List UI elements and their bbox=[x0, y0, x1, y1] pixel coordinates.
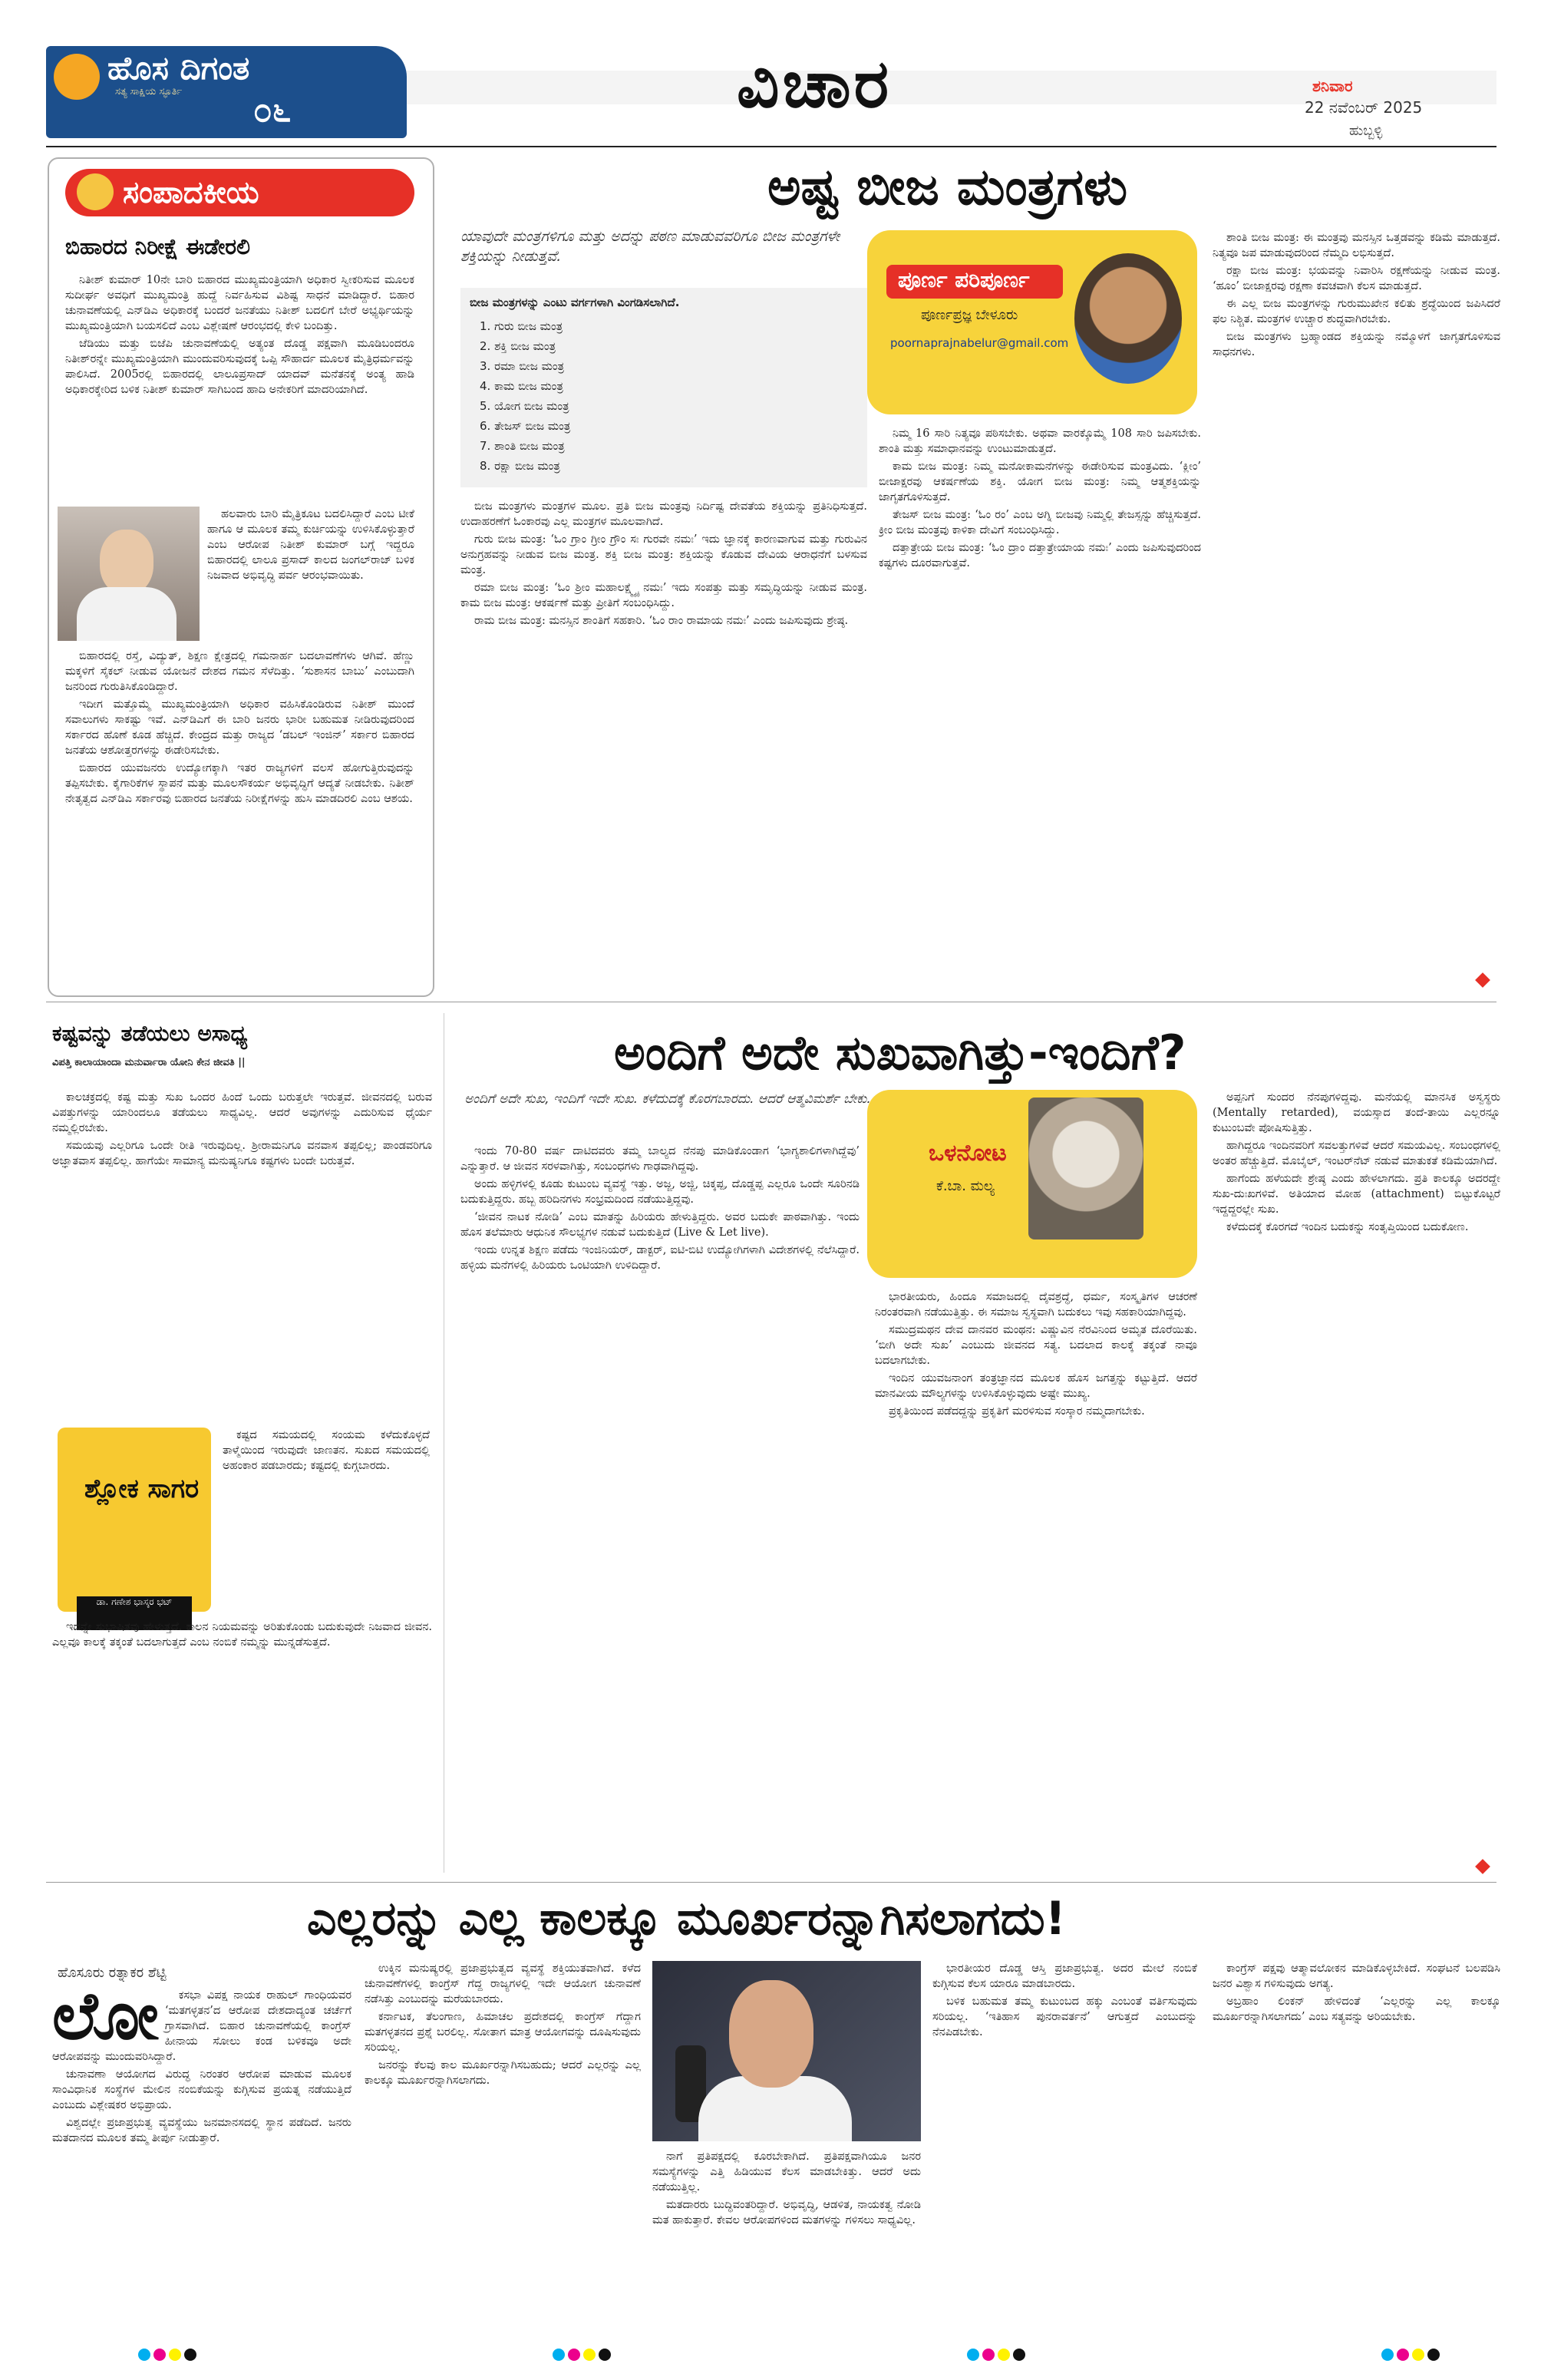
article3-col2 bbox=[365, 1961, 641, 2333]
sidebar-paragraph: ಇದನ್ನೇ ಸುಭಾಷಿತವು ಹೇಳುತ್ತದೆ. ಕಾಲನ ನಿಯಮವನ್ನು ಅರಿತುಕೊಂಡು ಬದುಕುವುದೇ ನಿಜವಾದ ಜೀವನ. ಎಲ್ಲವೂ ಕಾಲಕ್ಕೆ ತಕ್ಕಂತೆ ಬದಲಾಗುತ್ತದೆ ಎಂಬ ನಂಬಿಕೆ ನಮ್ಮನ್ನು ಮುನ್ನಡೆಸುತ್ತದೆ. bbox=[52, 1621, 432, 1649]
masthead-rule bbox=[46, 146, 1496, 147]
editorial-body-top bbox=[65, 272, 414, 503]
edition-city: ಹುಬ್ಬಳ್ಳಿ bbox=[1349, 123, 1383, 139]
article2-deck: ಅಂದಿಗೆ ಅದೇ ಸುಖ, ಇಂದಿಗೆ ಇದೇ ಸುಖ. ಕಳೆದುದಕ್ಕೆ ಕೊರಗಬಾರದು. ಆದರೆ ಆತ್ಮವಿಮರ್ಶೆ ಬೇಕು. bbox=[464, 1091, 871, 1107]
article-paragraph: ಕರ್ನಾಟಕ, ತೆಲಂಗಾಣ, ಹಿಮಾಚಲ ಪ್ರದೇಶದಲ್ಲಿ ಕಾಂಗ್ರೆಸ್ ಗೆದ್ದಾಗ ಮತಗಳ್ಳತನದ ಪ್ರಶ್ನೆ ಬರಲಿಲ್ಲ. ಸೋತಾಗ ಮಾತ್ರ ಆಯೋಗವನ್ನು ದೂಷಿಸುವುದು ಸರಿಯಲ್ಲ. bbox=[365, 2011, 641, 2054]
editorial-title: ಬಿಹಾರದ ನಿರೀಕ್ಷೆ ಈಡೇರಲಿ bbox=[65, 234, 250, 259]
article-paragraph: ಜನರನ್ನು ಕೆಲವು ಕಾಲ ಮೂರ್ಖರನ್ನಾಗಿಸಬಹುದು; ಆದರೆ ಎಲ್ಲರನ್ನು ಎಲ್ಲ ಕಾಲಕ್ಕೂ ಮೂರ್ಖರನ್ನಾಗಿಸಲಾಗದು. bbox=[365, 2059, 641, 2087]
sidebar-paragraph: ಕಾಲಚಕ್ರದಲ್ಲಿ ಕಷ್ಟ ಮತ್ತು ಸುಖ ಒಂದರ ಹಿಂದೆ ಒಂದು ಬರುತ್ತಲೇ ಇರುತ್ತವೆ. ಜೀವನದಲ್ಲಿ ಬರುವ ವಿಪತ್ತುಗಳನ್ನು ಯಾರಿಂದಲೂ ತಡೆಯಲು ಸಾಧ್ಯವಿಲ್ಲ. ಆದರೆ ಅವುಗಳನ್ನು ಎದುರಿಸುವ ಧೈರ್ಯ ನಮ್ಮಲ್ಲಿರಬೇಕು. bbox=[52, 1091, 432, 1134]
article-paragraph: ನಿಮ್ಮ 16 ಸಾರಿ ನಿತ್ಯವೂ ಪಠಿಸಬೇಕು. ಅಥವಾ ವಾರಕ್ಕೊಮ್ಮೆ 108 ಸಾರಿ ಜಪಿಸಬೇಕು. ಶಾಂತಿ ಮತ್ತು ಸಮಾಧಾನವನ್ನು ಉಂಟುಮಾಡುತ್ತದೆ. bbox=[879, 427, 1201, 455]
article-paragraph: ಇಂದು ಉನ್ನತ ಶಿಕ್ಷಣ ಪಡೆದು ಇಂಜಿನಿಯರ್, ಡಾಕ್ಟರ್, ಐಟಿ-ಬಿಟಿ ಉದ್ಯೋಗಿಗಳಾಗಿ ವಿದೇಶಗಳಲ್ಲಿ ನೆಲೆಸಿದ್ದಾರೆ. ಹಳ್ಳಿಯ ಮನೆಗಳಲ್ಲಿ ಹಿರಿಯರು ಒಂಟಿಯಾಗಿ ಉಳಿದಿದ್ದಾರೆ. bbox=[460, 1244, 860, 1272]
list-item: 5. ಯೋಗ ಬೀಜ ಮಂತ್ರ bbox=[480, 399, 569, 413]
article1-author-photo bbox=[1074, 253, 1182, 384]
article-paragraph: ಗುರು ಬೀಜ ಮಂತ್ರ: ‘ಓಂ ಗ್ರಾಂ ಗ್ರೀಂ ಗ್ರೌಂ ಸಃ ಗುರವೇ ನಮಃ’ ಇದು ಜ್ಞಾನಕ್ಕೆ ಕಾರಣವಾಗುವ ಮತ್ತು ಗುರುವಿನ ಅನುಗ್ರಹವನ್ನು ನೀಡುವ ಬೀಜ ಮಂತ್ರ. ಶಕ್ತಿ ಬೀಜ ಮಂತ್ರ: ಶಕ್ತಿಯನ್ನು ಕೊಡುವ ದೇವಿಯ ಆರಾಧನೆಗೆ ಬಳಸುವ ಮಂತ್ರ. bbox=[460, 533, 867, 576]
list-item: 7. ಶಾಂತಿ ಬೀಜ ಮಂತ್ರ bbox=[480, 439, 565, 453]
article2-column-name: ಒಳನೋಟ bbox=[929, 1140, 1007, 1167]
issue-date: 22 ನವೆಂಬರ್ 2025 bbox=[1305, 98, 1423, 117]
sidebar-body-side bbox=[223, 1428, 430, 1612]
brand-tagline: ಸತ್ಯ ಸಾಕ್ಷಿಯ ಸ್ಫೂರ್ತಿ bbox=[115, 86, 183, 97]
article3-title: ಎಲ್ಲರನ್ನು ಎಲ್ಲ ಕಾಲಕ್ಕೂ ಮೂರ್ಖರನ್ನಾಗಿಸಲಾಗದು! bbox=[307, 1892, 1066, 1946]
newspaper-emblem-icon bbox=[54, 54, 100, 100]
sidebar-story-title: ಕಷ್ಟವನ್ನು ತಡೆಯಲು ಅಸಾಧ್ಯ bbox=[52, 1021, 248, 1046]
shloka-sagara-label: ಶ್ಲೋಕ ಸಾಗರ bbox=[84, 1474, 200, 1504]
article-paragraph: ಕಾಮ ಬೀಜ ಮಂತ್ರ: ನಿಮ್ಮ ಮನೋಕಾಮನೆಗಳನ್ನು ಈಡೇರಿಸುವ ಮಂತ್ರವಿದು. ‘ಕ್ಲೀಂ’ ಬೀಜಾಕ್ಷರವು ಆಕರ್ಷಣೆಯ ಶಕ್ತಿ. ಯೋಗ ಬೀಜ ಮಂತ್ರ: ನಿಮ್ಮ ಆತ್ಮಶಕ್ತಿಯನ್ನು ಜಾಗೃತಗೊಳಿಸುತ್ತದೆ. bbox=[879, 460, 1201, 503]
article3-col3a bbox=[652, 2149, 921, 2333]
sidebar-paragraph: ಕಷ್ಟದ ಸಮಯದಲ್ಲಿ ಸಂಯಮ ಕಳೆದುಕೊಳ್ಳದೆ ತಾಳ್ಮೆಯಿಂದ ಇರುವುದೇ ಜಾಣತನ. ಸುಖದ ಸಮಯದಲ್ಲಿ ಅಹಂಕಾರ ಪಡಬಾರದು; ಕಷ್ಟದಲ್ಲಿ ಕುಗ್ಗಬಾರದು. bbox=[223, 1429, 430, 1472]
article-paragraph: ಅಬ್ರಹಾಂ ಲಿಂಕನ್ ಹೇಳಿದಂತೆ ‘ಎಲ್ಲರನ್ನು ಎಲ್ಲ ಕಾಲಕ್ಕೂ ಮೂರ್ಖರನ್ನಾಗಿಸಲಾಗದು’ ಎಂಬ ಸತ್ಯವನ್ನು ಅರಿಯಬೇಕು. bbox=[1213, 1995, 1500, 2023]
mantra-list bbox=[480, 316, 570, 476]
editorial-body-side bbox=[207, 507, 414, 645]
article-paragraph: ಕಳೆದುದಕ್ಕೆ ಕೊರಗದೆ ಇಂದಿನ ಬದುಕನ್ನು ಸಂತೃಪ್ತಿಯಿಂದ ಬದುಕೋಣ. bbox=[1226, 1221, 1469, 1233]
print-registration-marks bbox=[138, 2349, 200, 2364]
article-paragraph: ಸಮುದ್ರಮಥನ ದೇವ ದಾನವರ ಮಂಥನ: ವಿಷ್ಣುವಿನ ನೆರವಿನಿಂದ ಅಮೃತ ದೊರೆಯಿತು. ‘ಬೀಗಿ ಅದೇ ಸುಖ’ ಎಂಬುದು ಜೀವನದ ಸತ್ಯ. ಬದಲಾದ ಕಾಲಕ್ಕೆ ತಕ್ಕಂತೆ ನಾವೂ ಬದಲಾಗಬೇಕು. bbox=[875, 1324, 1197, 1367]
article-paragraph: ಶಾಂತಿ ಬೀಜ ಮಂತ್ರ: ಈ ಮಂತ್ರವು ಮನಸ್ಸಿನ ಒತ್ತಡವನ್ನು ಕಡಿಮೆ ಮಾಡುತ್ತದೆ. ನಿತ್ಯವೂ ಜಪ ಮಾಡುವುದರಿಂದ ನೆಮ್ಮದಿ ಲಭಿಸುತ್ತದೆ. bbox=[1213, 232, 1500, 259]
article-paragraph: ಭಾರತೀಯರ ದೊಡ್ಡ ಆಸ್ತಿ ಪ್ರಜಾಪ್ರಭುತ್ವ. ಅದರ ಮೇಲೆ ನಂಬಿಕೆ ಕುಗ್ಗಿಸುವ ಕೆಲಸ ಯಾರೂ ಮಾಡಬಾರದು. bbox=[932, 1962, 1197, 1990]
article1-deck: ಯಾವುದೇ ಮಂತ್ರಗಳಿಗೂ ಮತ್ತು ಅದನ್ನು ಪಠಣ ಮಾಡುವವರಿಗೂ ಬೀಜ ಮಂತ್ರಗಳೇ ಶಕ್ತಿಯನ್ನು ನೀಡುತ್ತವೆ. bbox=[460, 228, 840, 265]
print-registration-marks bbox=[967, 2349, 1028, 2364]
issue-day: ಶನಿವಾರ bbox=[1312, 77, 1353, 95]
article-paragraph: ಬೀಜ ಮಂತ್ರಗಳು ಬ್ರಹ್ಮಾಂಡದ ಶಕ್ತಿಯನ್ನು ನಮ್ಮೊಳಗೆ ಜಾಗೃತಗೊಳಿಸುವ ಸಾಧನಗಳು. bbox=[1213, 331, 1500, 358]
article2-col2 bbox=[875, 1289, 1197, 1873]
article3-col1 bbox=[52, 1988, 351, 2333]
sidebar-body-top bbox=[52, 1090, 432, 1420]
editorial-paragraph: ಬಿಹಾರದಲ್ಲಿ ರಸ್ತೆ, ವಿದ್ಯುತ್, ಶಿಕ್ಷಣ ಕ್ಷೇತ್ರದಲ್ಲಿ ಗಮನಾರ್ಹ ಬದಲಾವಣೆಗಳು ಆಗಿವೆ. ಹೆಣ್ಣು ಮಕ್ಕಳಿಗೆ ಸೈಕಲ್ ನೀಡುವ ಯೋಜನೆ ದೇಶದ ಗಮನ ಸೆಳೆದಿತ್ತು. ‘ಸುಶಾಸನ ಬಾಬು’ ಎಂಬುದಾಗಿ ಜನರಿಂದ ಗುರುತಿಸಿಕೊಂಡಿದ್ದಾರೆ. bbox=[65, 650, 414, 693]
nitish-kumar-photo bbox=[58, 507, 200, 641]
article-paragraph: ಕಸಭಾ ವಿಪಕ್ಷ ನಾಯಕ ರಾಹುಲ್ ಗಾಂಧಿಯವರ ‘ಮತಗಳ್ಳತನ’ದ ಆರೋಪ ದೇಶದಾದ್ಯಂತ ಚರ್ಚೆಗೆ ಗ್ರಾಸವಾಗಿದೆ. ಬಿಹಾರ ಚುನಾವಣೆಯಲ್ಲಿ ಕಾಂಗ್ರೆಸ್ ಹೀನಾಯ ಸೋಲು ಕಂಡ ಬಳಿಕವೂ ಅದೇ ಆರೋಪವನ್ನು ಮುಂದುವರಿಸಿದ್ದಾರೆ. bbox=[52, 1989, 351, 2063]
article2-author: ಕೆ.ಬಾ. ಮಲ್ಯ bbox=[936, 1178, 995, 1194]
list-item: 1. ಗುರು ಬೀಜ ಮಂತ್ರ bbox=[480, 319, 563, 333]
editorial-lamp-icon bbox=[77, 173, 114, 210]
editorial-paragraph: ಜೆಡಿಯು ಮತ್ತು ಬಿಜೆಪಿ ಚುನಾವಣೆಯಲ್ಲಿ ಅತ್ಯಂತ ದೊಡ್ಡ ಪಕ್ಷವಾಗಿ ಮೂಡಿಬಂದರೂ ನಿತೀಶ್‌ರನ್ನೇ ಮುಖ್ಯಮಂತ್ರಿಯಾಗಿ ಮುಂದುವರಿಸುವುದಕ್ಕೆ ಒಪ್ಪಿ ಸೌಹಾರ್ದ ಮೂಲಕ ಮೈತ್ರಿಧರ್ಮವನ್ನು ಪಾಲಿಸಿದೆ. 2005ರಲ್ಲಿ ಬಿಹಾರದಲ್ಲಿ ಲಾಲೂಪ್ರಸಾದ್ ಯಾದವ್ ಮನೆತನಕ್ಕೆ ಅಂತ್ಯ ಹಾಡಿ ಅಧಿಕಾರಕ್ಕೇರಿದ ಬಳಿಕ ನಿತೀಶ್ ಕುಮಾರ್ ಸಾಗಿಬಂದ ಹಾದಿ ಅನೇಕರಿಗೆ ಮಾದರಿಯಾಗಿದೆ. bbox=[65, 338, 414, 396]
article-paragraph: ಹಾಗಿದ್ದರೂ ಇಂದಿನವರಿಗೆ ಸವಲತ್ತುಗಳಿವೆ ಆದರೆ ಸಮಯವಿಲ್ಲ. ಸಂಬಂಧಗಳಲ್ಲಿ ಅಂತರ ಹೆಚ್ಚುತ್ತಿದೆ. ಮೊಬೈಲ್, ಇಂಟರ್‌ನೆಟ್ ನಡುವೆ ಮಾತುಕತೆ ಕಡಿಮೆಯಾಗಿದೆ. bbox=[1213, 1140, 1500, 1167]
shloka-author: ಡಾ. ಗಣೇಶ ಭಾಸ್ಕರ ಭಟ್ bbox=[77, 1596, 192, 1630]
sidebar-shloka: ವಿಪತ್ತಿ ಕಾಲಾಯಾಂದಾ ಮನುರ್ವಾರಾ ಯೋನಿ ಕೇನ ಜೀವತಿ || bbox=[52, 1057, 246, 1068]
article-paragraph: ರಾಮ ಬೀಜ ಮಂತ್ರ: ಮನಸ್ಸಿನ ಶಾಂತಿಗೆ ಸಹಕಾರಿ. ‘ಓಂ ರಾಂ ರಾಮಾಯ ನಮಃ’ ಎಂದು ಜಪಿಸುವುದು ಶ್ರೇಷ್ಠ. bbox=[474, 615, 849, 627]
article-paragraph: ಮತದಾರರು ಬುದ್ಧಿವಂತರಿದ್ದಾರೆ. ಅಭಿವೃದ್ಧಿ, ಆಡಳಿತ, ನಾಯಕತ್ವ ನೋಡಿ ಮತ ಹಾಕುತ್ತಾರೆ. ಕೇವಲ ಆರೋಪಗಳಿಂದ ಮತಗಳನ್ನು ಗಳಿಸಲು ಸಾಧ್ಯವಿಲ್ಲ. bbox=[652, 2199, 921, 2227]
article-paragraph: ಪ್ರಕೃತಿಯಿಂದ ಪಡೆದದ್ದನ್ನು ಪ್ರಕೃತಿಗೆ ಮರಳಿಸುವ ಸಂಸ್ಕಾರ ನಮ್ಮದಾಗಬೇಕು. bbox=[889, 1405, 1145, 1418]
mantra-list-heading: ಬೀಜ ಮಂತ್ರಗಳನ್ನು ಎಂಟು ವರ್ಗಗಳಾಗಿ ವಿಂಗಡಿಸಲಾಗಿದೆ. bbox=[470, 295, 680, 309]
article1-author: ಪೂರ್ಣಪ್ರಜ್ಞ ಬೇಳೂರು bbox=[921, 307, 1018, 323]
article2-author-photo bbox=[1028, 1098, 1143, 1240]
article1-col1 bbox=[460, 499, 867, 990]
article-paragraph: ಬೀಜ ಮಂತ್ರಗಳು ಮಂತ್ರಗಳ ಮೂಲ. ಪ್ರತಿ ಬೀಜ ಮಂತ್ರವು ನಿರ್ದಿಷ್ಟ ದೇವತೆಯ ಶಕ್ತಿಯನ್ನು ಪ್ರತಿನಿಧಿಸುತ್ತದೆ. ಉದಾಹರಣೆಗೆ ಓಂಕಾರವು ಎಲ್ಲ ಮಂತ್ರಗಳ ಮೂಲವಾಗಿದೆ. bbox=[460, 500, 867, 528]
print-registration-marks bbox=[1381, 2349, 1443, 2364]
article-paragraph: ಇಂದಿನ ಯುವಜನಾಂಗ ತಂತ್ರಜ್ಞಾನದ ಮೂಲಕ ಹೊಸ ಜಗತ್ತನ್ನು ಕಟ್ಟುತ್ತಿದೆ. ಆದರೆ ಮಾನವೀಯ ಮೌಲ್ಯಗಳನ್ನು ಉಳಿಸಿಕೊಳ್ಳುವುದು ಅಷ್ಟೇ ಮುಖ್ಯ. bbox=[875, 1372, 1197, 1400]
list-item: 3. ರಮಾ ಬೀಜ ಮಂತ್ರ bbox=[480, 359, 565, 373]
photo-face bbox=[100, 530, 153, 595]
article-paragraph: ವಿಶ್ವದಲ್ಲೇ ಪ್ರಜಾಪ್ರಭುತ್ವ ವ್ಯವಸ್ಥೆಯು ಜನಮಾನಸದಲ್ಲಿ ಸ್ಥಾನ ಪಡೆದಿದೆ. ಜನರು ಮತದಾನದ ಮೂಲಕ ತಮ್ಮ ತೀರ್ಪು ನೀಡುತ್ತಾರೆ. bbox=[52, 2117, 351, 2144]
list-item: 4. ಕಾಮ ಬೀಜ ಮಂತ್ರ bbox=[480, 379, 563, 393]
article-paragraph: ಅಪ್ಪನಿಗೆ ಸುಂದರ ನೆನಪುಗಳಿದ್ದವು. ಮನೆಯಲ್ಲಿ ಮಾನಸಿಕ ಅಸ್ವಸ್ಥರು (Mentally retarded), ವಯಸ್ಸಾದ ತಂದೆ-ತಾಯಿ ಎಲ್ಲರನ್ನೂ ಕುಟುಂಬವೇ ಪೋಷಿಸುತ್ತಿತ್ತು. bbox=[1213, 1091, 1500, 1134]
article-paragraph: ಇಂದು 70-80 ವರ್ಷ ದಾಟಿದವರು ತಮ್ಮ ಬಾಲ್ಯದ ನೆನಪು ಮಾಡಿಕೊಂಡಾಗ ‘ಭಾಗ್ಯಶಾಲಿಗಳಾಗಿದ್ದೆವು’ ಎನ್ನುತ್ತಾರೆ. ಆ ಜೀವನ ಸರಳವಾಗಿತ್ತು, ಸಂಬಂಧಗಳು ಗಾಢವಾಗಿದ್ದವು. bbox=[460, 1145, 860, 1173]
article3-byline: ಹೊಸೂರು ರತ್ನಾಕರ ಶೆಟ್ಟಿ bbox=[58, 1965, 167, 1981]
editorial-label: ಸಂಪಾದಕೀಯ bbox=[123, 175, 259, 210]
photo-face bbox=[729, 1980, 813, 2088]
article1-email[interactable]: poornaprajnabelur@gmail.com bbox=[890, 336, 1069, 350]
page-number: ೦೬ bbox=[253, 91, 292, 130]
rahul-gandhi-photo bbox=[652, 1961, 921, 2141]
editorial-paragraph: ನಿತೀಶ್ ಕುಮಾರ್ 10ನೇ ಬಾರಿ ಬಿಹಾರದ ಮುಖ್ಯಮಂತ್ರಿಯಾಗಿ ಅಧಿಕಾರ ಸ್ವೀಕರಿಸುವ ಮೂಲಕ ಸುದೀರ್ಘ ಅವಧಿಗೆ ಮುಖ್ಯಮಂತ್ರಿ ಹುದ್ದೆ ನಿರ್ವಹಿಸುವ ವಿಶಿಷ್ಟ ಸಾಧನೆ ಮಾಡಿದ್ದಾರೆ. ಬಿಹಾರ ಚುನಾವಣೆಯಲ್ಲಿ ಎನ್‌ಡಿಎ ಅಧಿಕಾರಕ್ಕೆ ಬಂದರೆ ಜನತೆಯು ನಿತೀಶ್ ಬದಲಿಗೆ ಬೇರೆ ಅಭ್ಯರ್ಥಿಯನ್ನು ಮುಖ್ಯಮಂತ್ರಿಯಾಗಿ ಬಯಸಲಿದೆ ಎಂಬ ವಿಶ್ಲೇಷಣೆ ಆರಂಭದಲ್ಲಿ ಕೇಳಿ ಬಂದಿತ್ತು. bbox=[65, 274, 414, 332]
article-paragraph: ಈ ಎಲ್ಲ ಬೀಜ ಮಂತ್ರಗಳನ್ನು ಗುರುಮುಖೇನ ಕಲಿತು ಶ್ರದ್ಧೆಯಿಂದ ಜಪಿಸಿದರೆ ಫಲ ನಿಶ್ಚಿತ. ಮಂತ್ರಗಳ ಉಚ್ಚಾರ ಶುದ್ಧವಾಗಿರಬೇಕು. bbox=[1213, 298, 1500, 325]
article3-col3b bbox=[932, 1961, 1197, 2333]
article-paragraph: ನಾಗೆ ಪ್ರತಿಪಕ್ಷದಲ್ಲಿ ಕೂರಬೇಕಾಗಿದೆ. ಪ್ರತಿಪಕ್ಷವಾಗಿಯೂ ಜನರ ಸಮಸ್ಯೆಗಳನ್ನು ಎತ್ತಿ ಹಿಡಿಯುವ ಕೆಲಸ ಮಾಡಬೇಕಿತ್ತು. ಆದರೆ ಅದು ನಡೆಯುತ್ತಿಲ್ಲ. bbox=[652, 2151, 921, 2193]
sidebar-body-bottom bbox=[52, 1619, 432, 1873]
article-paragraph: ರಮಾ ಬೀಜ ಮಂತ್ರ: ‘ಓಂ ಶ್ರೀಂ ಮಹಾಲಕ್ಷ್ಮ್ಯೈ ನಮಃ’ ಇದು ಸಂಪತ್ತು ಮತ್ತು ಸಮೃದ್ಧಿಯನ್ನು ನೀಡುವ ಮಂತ್ರ. ಕಾಮ ಬೀಜ ಮಂತ್ರ: ಆಕರ್ಷಣೆ ಮತ್ತು ಪ್ರೀತಿಗೆ ಸಂಬಂಧಿಸಿದ್ದು. bbox=[460, 582, 867, 609]
article-paragraph: ಹಾಗೆಂದು ಹಳೆಯದೇ ಶ್ರೇಷ್ಠ ಎಂದು ಹೇಳಲಾಗದು. ಪ್ರತಿ ಕಾಲಕ್ಕೂ ಅದರದ್ದೇ ಸುಖ-ದುಃಖಗಳಿವೆ. ಅತಿಯಾದ ಮೋಹ (attachment) ಬಿಟ್ಟುಕೊಟ್ಟರೆ ಇದ್ದದ್ದರಲ್ಲೇ ಸುಖ. bbox=[1213, 1173, 1500, 1216]
article-paragraph: ರಕ್ಷಾ ಬೀಜ ಮಂತ್ರ: ಭಯವನ್ನು ನಿವಾರಿಸಿ ರಕ್ಷಣೆಯನ್ನು ನೀಡುವ ಮಂತ್ರ. ‘ಹೂಂ’ ಬೀಜಾಕ್ಷರವು ರಕ್ಷಣಾ ಕವಚವಾಗಿ ಕೆಲಸ ಮಾಡುತ್ತದೆ. bbox=[1213, 265, 1500, 292]
list-item: 8. ರಕ್ಷಾ ಬೀಜ ಮಂತ್ರ bbox=[480, 459, 560, 473]
article3-col4 bbox=[1213, 1961, 1500, 2333]
article-paragraph: ‘ಜೀವನ ನಾಟಕ ನೋಡಿ’ ಎಂಬ ಮಾತನ್ನು ಹಿರಿಯರು ಹೇಳುತ್ತಿದ್ದರು. ಅವರ ಬದುಕೇ ಪಾಠವಾಗಿತ್ತು. ಇಂದು ಹೊಸ ತಲೆಮಾರು ಆಧುನಿಕ ಸೌಲಭ್ಯಗಳ ನಡುವೆ ಬದುಕುತ್ತಿದೆ (Live & Let live). bbox=[460, 1211, 860, 1239]
article1-col2 bbox=[879, 426, 1201, 990]
article1-title: ಅಷ್ಟ ಬೀಜ ಮಂತ್ರಗಳು bbox=[767, 157, 1128, 216]
article-paragraph: ಅಂದು ಹಳ್ಳಿಗಳಲ್ಲಿ ಕೂಡು ಕುಟುಂಬ ವ್ಯವಸ್ಥೆ ಇತ್ತು. ಅಜ್ಜ, ಅಜ್ಜಿ, ಚಿಕ್ಕಪ್ಪ, ದೊಡ್ಡಪ್ಪ ಎಲ್ಲರೂ ಒಂದೇ ಸೂರಿನಡಿ ಬದುಕುತ್ತಿದ್ದರು. ಹಬ್ಬ ಹರಿದಿನಗಳು ಸಂಭ್ರಮದಿಂದ ನಡೆಯುತ್ತಿದ್ದವು. bbox=[460, 1178, 860, 1206]
brand-name: ಹೊಸ ದಿಗಂತ bbox=[107, 49, 250, 87]
list-item: 2. ಶಕ್ತಿ ಬೀಜ ಮಂತ್ರ bbox=[480, 339, 556, 353]
article-paragraph: ಭಾರತೀಯರು, ಹಿಂದೂ ಸಮಾಜದಲ್ಲಿ ದೈವಶ್ರದ್ಧೆ, ಧರ್ಮ, ಸಂಸ್ಕೃತಿಗಳ ಆಚರಣೆ ನಿರಂತರವಾಗಿ ನಡೆಯುತ್ತಿತ್ತು. ಈ ಸಮಾಜ ಸ್ವಸ್ಥವಾಗಿ ಬದುಕಲು ಇವು ಸಹಕಾರಿಯಾಗಿದ್ದವು. bbox=[875, 1291, 1197, 1319]
section-rule bbox=[46, 1882, 1496, 1883]
list-item: 6. ತೇಜಸ್ ಬೀಜ ಮಂತ್ರ bbox=[480, 419, 571, 433]
editorial-paragraph: ಬಿಹಾರದ ಯುವಜನರು ಉದ್ಯೋಗಕ್ಕಾಗಿ ಇತರ ರಾಜ್ಯಗಳಿಗೆ ವಲಸೆ ಹೋಗುತ್ತಿರುವುದನ್ನು ತಪ್ಪಿಸಬೇಕು. ಕೈಗಾರಿಕೆಗಳ ಸ್ಥಾಪನೆ ಮತ್ತು ಮೂಲಸೌಕರ್ಯ ಅಭಿವೃದ್ಧಿಗೆ ಆದ್ಯತೆ ನೀಡಬೇಕು. ನಿತೀಶ್ ನೇತೃತ್ವದ ಎನ್‌ಡಿಎ ಸರ್ಕಾರವು ಬಿಹಾರದ ಜನತೆಯ ನಿರೀಕ್ಷೆಗಳನ್ನು ಹುಸಿ ಮಾಡದಿರಲಿ ಎಂಬ ಆಶಯ. bbox=[65, 762, 414, 805]
sidebar-paragraph: ಸಮಯವು ಎಲ್ಲರಿಗೂ ಒಂದೇ ರೀತಿ ಇರುವುದಿಲ್ಲ. ಶ್ರೀರಾಮನಿಗೂ ವನವಾಸ ತಪ್ಪಲಿಲ್ಲ; ಪಾಂಡವರಿಗೂ ಅಜ್ಞಾತವಾಸ ತಪ್ಪಲಿಲ್ಲ. ಹಾಗೆಯೇ ಸಾಮಾನ್ಯ ಮನುಷ್ಯನಿಗೂ ಕಷ್ಟಗಳು ಬಂದೇ ಬರುತ್ತವೆ. bbox=[52, 1140, 432, 1167]
article1-col3 bbox=[1213, 230, 1500, 982]
editorial-body-bottom bbox=[65, 649, 414, 986]
article-paragraph: ಕಾಂಗ್ರೆಸ್ ಪಕ್ಷವು ಆತ್ಮಾವಲೋಕನ ಮಾಡಿಕೊಳ್ಳಬೇಕಿದೆ. ಸಂಘಟನೆ ಬಲಪಡಿಸಿ ಜನರ ವಿಶ್ವಾಸ ಗಳಿಸುವುದು ಅಗತ್ಯ. bbox=[1213, 1962, 1500, 1990]
article2-col1 bbox=[460, 1144, 860, 1873]
article-paragraph: ಚುನಾವಣಾ ಆಯೋಗದ ವಿರುದ್ಧ ನಿರಂತರ ಆರೋಪ ಮಾಡುವ ಮೂಲಕ ಸಾಂವಿಧಾನಿಕ ಸಂಸ್ಥೆಗಳ ಮೇಲಿನ ನಂಬಿಕೆಯನ್ನು ಕುಗ್ಗಿಸುವ ಪ್ರಯತ್ನ ನಡೆಯುತ್ತಿದೆ ಎಂಬುದು ವಿಶ್ಲೇಷಕರ ಅಭಿಪ್ರಾಯ. bbox=[52, 2068, 351, 2111]
article-paragraph: ಉಕ್ಕಿನ ಮನುಷ್ಯರಲ್ಲಿ ಪ್ರಜಾಪ್ರಭುತ್ವದ ವ್ಯವಸ್ಥೆ ಶಕ್ತಿಯುತವಾಗಿದೆ. ಕಳೆದ ಚುನಾವಣೆಗಳಲ್ಲಿ ಕಾಂಗ್ರೆಸ್ ಗೆದ್ದ ರಾಜ್ಯಗಳಲ್ಲಿ ಇದೇ ಆಯೋಗ ಚುನಾವಣೆ ನಡೆಸಿತ್ತು ಎಂಬುದನ್ನು ಮರೆಯಬಾರದು. bbox=[365, 1962, 641, 2005]
article1-column-name: ಪೂರ್ಣ ಪರಿಪೂರ್ಣ bbox=[898, 267, 1030, 292]
photo-body bbox=[77, 587, 177, 641]
article-paragraph: ತೇಜಸ್ ಬೀಜ ಮಂತ್ರ: ‘ಓಂ ರಂ’ ಎಂಬ ಅಗ್ನಿ ಬೀಜವು ನಿಮ್ಮಲ್ಲಿ ತೇಜಸ್ಸನ್ನು ಹೆಚ್ಚಿಸುತ್ತದೆ. ಕ್ರೀಂ ಬೀಜ ಮಂತ್ರವು ಕಾಳಿಕಾ ದೇವಿಗೆ ಸಂಬಂಧಿಸಿದ್ದು. bbox=[879, 509, 1201, 536]
article-paragraph: ಬಳಿಕ ಬಹುಮತ ತಮ್ಮ ಕುಟುಂಬದ ಹಕ್ಕು ಎಂಬಂತೆ ವರ್ತಿಸುವುದು ಸರಿಯಲ್ಲ. ‘ಇತಿಹಾಸ ಪುನರಾವರ್ತನೆ’ ಆಗುತ್ತದೆ ಎಂಬುದನ್ನು ನೆನಪಿಡಬೇಕು. bbox=[932, 1995, 1197, 2038]
print-registration-marks bbox=[553, 2349, 614, 2364]
section-title: ವಿಚಾರ bbox=[737, 46, 893, 123]
article-paragraph: ದತ್ತಾತ್ರೇಯ ಬೀಜ ಮಂತ್ರ: ‘ಓಂ ದ್ರಾಂ ದತ್ತಾತ್ರೇಯಾಯ ನಮಃ’ ಎಂದು ಜಪಿಸುವುದರಿಂದ ಕಷ್ಟಗಳು ದೂರವಾಗುತ್ತವೆ. bbox=[879, 542, 1201, 569]
shloka-sagara-badge bbox=[58, 1428, 211, 1612]
article2-col3 bbox=[1213, 1090, 1500, 1873]
editorial-paragraph: ಹಲವಾರು ಬಾರಿ ಮೈತ್ರಿಕೂಟ ಬದಲಿಸಿದ್ದಾರೆ ಎಂಬ ಟೀಕೆ ಹಾಗೂ ಆ ಮೂಲಕ ತಮ್ಮ ಕುರ್ಚಿಯನ್ನು ಉಳಿಸಿಕೊಳ್ಳುತ್ತಾರೆ ಎಂಬ ಆರೋಪ ನಿತೀಶ್ ಕುಮಾರ್ ಬಗ್ಗೆ ಇದ್ದರೂ ಬಿಹಾರದಲ್ಲಿ ಲಾಲೂ ಪ್ರಸಾದ್ ಕಾಲದ ಜಂಗಲ್‌ರಾಜ್ ಬಳಿಕ ನಿಜವಾದ ಅಭಿವೃದ್ಧಿ ಪರ್ವ ಆರಂಭವಾಯಿತು. bbox=[207, 508, 414, 582]
article2-title: ಅಂದಿಗೆ ಅದೇ ಸುಖವಾಗಿತ್ತು-ಇಂದಿಗೆ? bbox=[614, 1025, 1186, 1081]
editorial-paragraph: ಇದೀಗ ಮತ್ತೊಮ್ಮೆ ಮುಖ್ಯಮಂತ್ರಿಯಾಗಿ ಅಧಿಕಾರ ವಹಿಸಿಕೊಂಡಿರುವ ನಿತೀಶ್ ಮುಂದೆ ಸವಾಲುಗಳು ಸಾಕಷ್ಟು ಇವೆ. ಎನ್‌ಡಿಎಗೆ ಈ ಬಾರಿ ಜನರು ಭಾರೀ ಬಹುಮತ ನೀಡಿರುವುದರಿಂದ ಸರ್ಕಾರದ ಹೊಣೆ ಕೂಡ ಹೆಚ್ಚಿದೆ. ಕೇಂದ್ರದ ಮತ್ತು ರಾಜ್ಯದ ‘ಡಬಲ್ ಇಂಜಿನ್’ ಸರ್ಕಾರ ಬಿಹಾರದ ಜನತೆಯ ಆಶೋತ್ತರಗಳನ್ನು ಈಡೇರಿಸಬೇಕು. bbox=[65, 698, 414, 757]
article3-dropcap: ಲೋ bbox=[52, 1988, 159, 2055]
